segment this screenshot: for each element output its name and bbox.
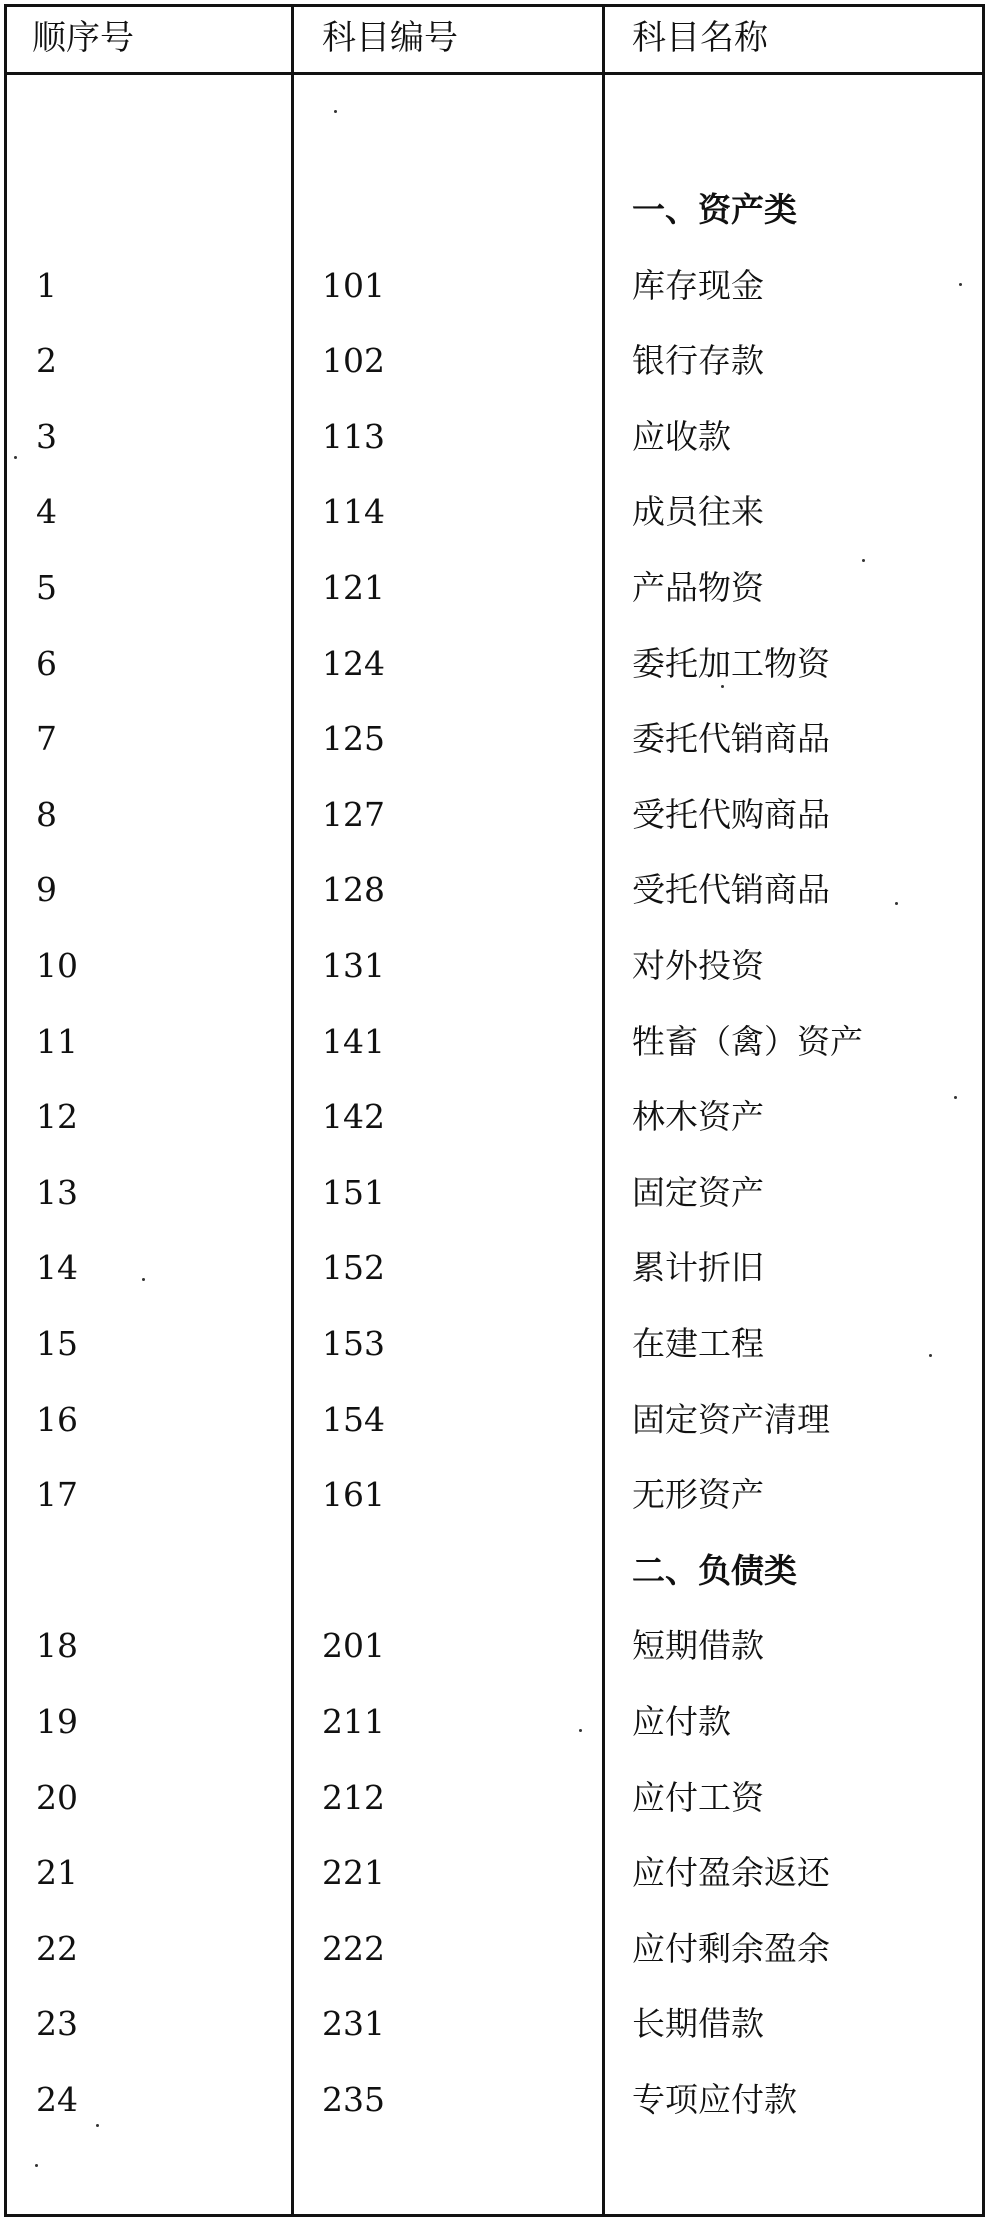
cell-account-name: 固定资产清理 (632, 1400, 830, 1439)
cell-account-code: 151 (322, 1173, 385, 1212)
cell-sequence-no: 23 (36, 2004, 78, 2043)
cell-account-code: 235 (322, 2080, 385, 2119)
cell-sequence-no: 19 (36, 1702, 78, 1741)
cell-account-code: 102 (322, 341, 385, 380)
scan-speck (142, 1278, 145, 1281)
cell-account-code: 154 (322, 1400, 385, 1439)
cell-account-code: 114 (322, 492, 385, 531)
table-border (4, 4, 985, 2217)
scan-speck (895, 902, 898, 905)
cell-account-code: 124 (322, 644, 385, 683)
header-account-name: 科目名称 (632, 18, 768, 58)
cell-account-name: 银行存款 (632, 341, 764, 380)
cell-account-name: 应收款 (632, 417, 731, 456)
cell-sequence-no: 15 (36, 1324, 78, 1363)
cell-account-code: 222 (322, 1929, 385, 1968)
cell-account-code: 161 (322, 1475, 385, 1514)
cell-account-name: 长期借款 (632, 2004, 764, 2043)
cell-sequence-no: 17 (36, 1475, 78, 1514)
cell-sequence-no: 10 (36, 946, 78, 985)
cell-account-code: 121 (322, 568, 385, 607)
cell-sequence-no: 24 (36, 2080, 78, 2119)
cell-account-name: 库存现金 (632, 266, 764, 305)
scan-speck (959, 283, 962, 286)
cell-sequence-no: 14 (36, 1248, 78, 1287)
column-divider (291, 4, 294, 2217)
cell-account-code: 211 (322, 1702, 385, 1741)
cell-account-name: 对外投资 (632, 946, 764, 985)
cell-account-code: 142 (322, 1097, 385, 1136)
cell-account-name: 固定资产 (632, 1173, 764, 1212)
cell-account-name: 在建工程 (632, 1324, 764, 1363)
cell-account-name: 专项应付款 (632, 2080, 797, 2119)
cell-account-code: 128 (322, 870, 385, 909)
cell-account-code: 221 (322, 1853, 385, 1892)
cell-account-name: 应付盈余返还 (632, 1853, 830, 1892)
cell-account-name: 累计折旧 (632, 1248, 764, 1287)
cell-account-name: 二、负债类 (632, 1551, 797, 1590)
cell-account-code: 212 (322, 1778, 385, 1817)
cell-sequence-no: 3 (36, 417, 57, 456)
cell-account-code: 125 (322, 719, 385, 758)
cell-sequence-no: 6 (36, 644, 57, 683)
cell-account-code: 131 (322, 946, 385, 985)
cell-sequence-no: 7 (36, 719, 57, 758)
scan-speck (929, 1354, 932, 1357)
cell-account-name: 应付款 (632, 1702, 731, 1741)
cell-account-name: 委托加工物资 (632, 644, 830, 683)
cell-sequence-no: 21 (36, 1853, 78, 1892)
scan-speck (35, 2164, 38, 2167)
cell-sequence-no: 4 (36, 492, 57, 531)
cell-account-code: 113 (322, 417, 385, 456)
cell-account-code: 231 (322, 2004, 385, 2043)
cell-account-name: 产品物资 (632, 568, 764, 607)
scan-speck (14, 456, 17, 459)
cell-sequence-no: 5 (36, 568, 57, 607)
account-table (4, 4, 983, 2215)
cell-account-name: 无形资产 (632, 1475, 764, 1514)
cell-account-code: 153 (322, 1324, 385, 1363)
cell-account-code: 152 (322, 1248, 385, 1287)
cell-account-code: 141 (322, 1022, 385, 1061)
cell-account-name: 一、资产类 (632, 190, 797, 229)
cell-account-name: 成员往来 (632, 492, 764, 531)
scan-speck (721, 685, 724, 688)
cell-account-name: 委托代销商品 (632, 719, 830, 758)
cell-sequence-no: 18 (36, 1626, 78, 1665)
scan-speck (954, 1096, 957, 1099)
scan-speck (96, 2124, 99, 2127)
cell-account-name: 受托代购商品 (632, 795, 830, 834)
cell-sequence-no: 13 (36, 1173, 78, 1212)
cell-account-code: 201 (322, 1626, 385, 1665)
cell-sequence-no: 16 (36, 1400, 78, 1439)
cell-account-code: 101 (322, 266, 385, 305)
scan-speck (862, 559, 865, 562)
cell-account-name: 牲畜（禽）资产 (632, 1022, 863, 1061)
cell-account-name: 应付剩余盈余 (632, 1929, 830, 1968)
cell-sequence-no: 1 (36, 266, 57, 305)
cell-sequence-no: 20 (36, 1778, 78, 1817)
cell-sequence-no: 2 (36, 341, 57, 380)
cell-account-name: 短期借款 (632, 1626, 764, 1665)
cell-account-name: 受托代销商品 (632, 870, 830, 909)
cell-sequence-no: 11 (36, 1022, 78, 1061)
header-account-code: 科目编号 (322, 18, 458, 58)
scan-speck (579, 1729, 582, 1732)
cell-sequence-no: 22 (36, 1929, 78, 1968)
header-divider (4, 72, 985, 75)
column-divider (602, 4, 605, 2217)
cell-sequence-no: 12 (36, 1097, 78, 1136)
header-sequence-no: 顺序号 (32, 18, 134, 58)
scan-speck (334, 110, 337, 113)
cell-account-name: 林木资产 (632, 1097, 764, 1136)
cell-account-code: 127 (322, 795, 385, 834)
cell-sequence-no: 8 (36, 795, 57, 834)
cell-sequence-no: 9 (36, 870, 57, 909)
cell-account-name: 应付工资 (632, 1778, 764, 1817)
